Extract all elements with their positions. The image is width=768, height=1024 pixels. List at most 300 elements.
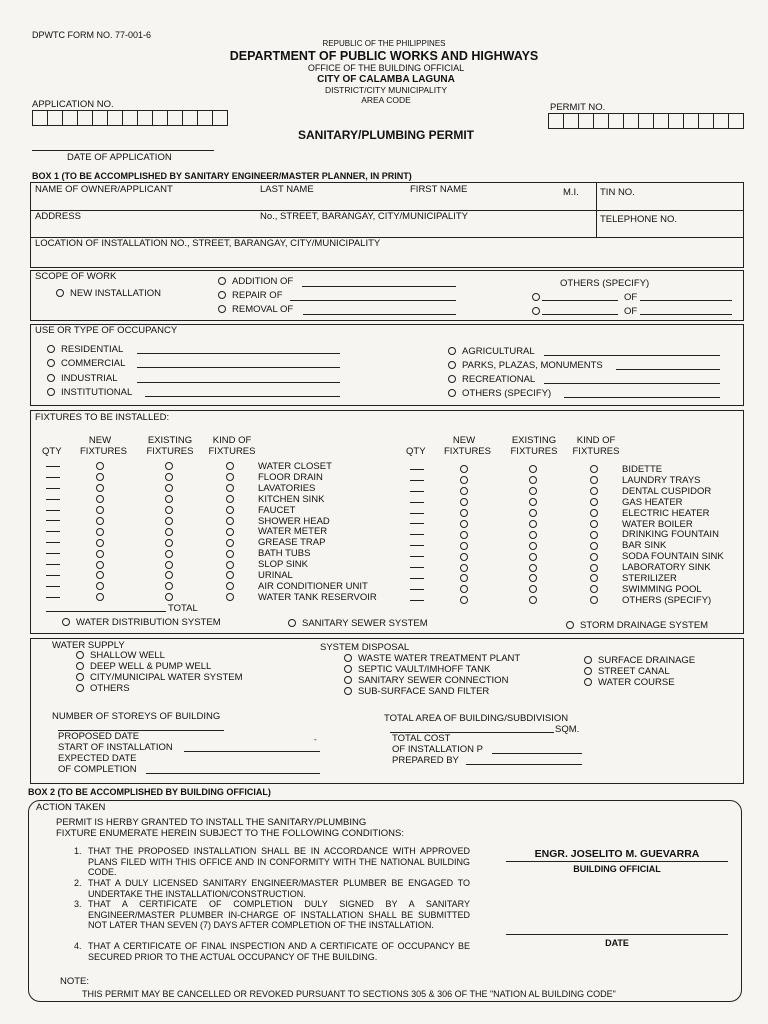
fixture-existing-right-7[interactable]: [529, 540, 537, 551]
occupancy-industrial[interactable]: [47, 373, 117, 384]
note-text: THIS PERMIT MAY BE CANCELLED OR REVOKED PURSUANT TO SECTIONS 305 & 306 OF THE "NATION AL BUILDING CODE": [82, 989, 616, 999]
fixture-name-right-5: WATER BOILER: [622, 518, 693, 530]
occupancy-residential[interactable]: [47, 344, 123, 355]
water-supply-option-3[interactable]: [76, 683, 130, 694]
condition-number: 4.: [74, 941, 82, 951]
occupancy-others-label: OTHERS (SPECIFY): [462, 388, 552, 399]
total-cost-label: TOTAL COST: [392, 733, 451, 744]
radio-icon: [584, 667, 592, 675]
storm-drainage-option[interactable]: [566, 620, 708, 631]
fixture-name-right-8: SODA FOUNTAIN SINK: [622, 551, 724, 563]
radio-icon: [448, 375, 456, 383]
total-label: TOTAL: [168, 603, 198, 614]
fixture-qty-right-8[interactable]: [410, 551, 424, 562]
fixture-name-left-4: FAUCET: [258, 504, 296, 516]
fixture-existing-left-12[interactable]: [165, 592, 173, 603]
radio-icon: [566, 621, 574, 629]
residential-line[interactable]: [137, 353, 340, 354]
permit-no-label: PERMIT NO.: [550, 102, 606, 113]
fixture-qty-left-5[interactable]: [46, 516, 60, 527]
qty-header-right: QTY: [406, 446, 426, 457]
fixture-name-right-11: SWIMMING POOL: [622, 583, 702, 595]
fixture-qty-left-12[interactable]: [46, 592, 60, 603]
date-label: DATE: [605, 938, 629, 948]
fixture-new-right-9[interactable]: [460, 562, 468, 573]
disposal-option-1[interactable]: [344, 664, 490, 675]
first-name-label: FIRST NAME: [410, 184, 468, 195]
fixture-kind-right-6[interactable]: [590, 529, 598, 540]
fixture-qty-right-11[interactable]: [410, 584, 424, 595]
official-name: ENGR. JOSELITO M. GUEVARRA: [534, 848, 700, 860]
city-label: CITY OF CALAMBA LAGUNA: [317, 74, 455, 85]
radio-icon: [76, 662, 84, 670]
disposal-option-0[interactable]: [344, 653, 520, 664]
radio-icon: [584, 656, 592, 664]
fixture-existing-left-10[interactable]: [165, 570, 173, 581]
area-code-label: AREA CODE: [361, 95, 411, 105]
fixture-qty-right-10[interactable]: [410, 573, 424, 584]
fixture-kind-right-7[interactable]: [590, 540, 598, 551]
fixture-qty-right-9[interactable]: [410, 562, 424, 573]
fixture-existing-right-12[interactable]: [529, 595, 537, 606]
drainage-option-1[interactable]: [584, 666, 670, 677]
fixture-new-left-2[interactable]: [96, 483, 104, 494]
fixture-name-left-6: WATER METER: [258, 526, 328, 538]
fixture-kind-right-11[interactable]: [590, 584, 598, 595]
existing-header-left: EXISTING: [147, 435, 193, 446]
fixture-kind-left-0[interactable]: [226, 461, 234, 472]
address-label: ADDRESS: [35, 211, 81, 222]
radio-icon: [76, 673, 84, 681]
granted-line-2: FIXTURE ENUMERATE HEREIN SUBJECT TO THE FOLLOWING CONDITIONS:: [56, 828, 405, 839]
fixture-new-left-10[interactable]: [96, 570, 104, 581]
condition-3: [74, 899, 470, 931]
fixture-name-left-0: WATER CLOSET: [258, 461, 332, 472]
radio-icon: [584, 678, 592, 686]
occupancy-institutional[interactable]: [47, 387, 132, 398]
new-fixtures-header-right: FIXTURES: [444, 446, 491, 457]
fixture-kind-right-4[interactable]: [590, 508, 598, 519]
fixture-new-left-8[interactable]: [96, 548, 104, 559]
condition-number: 1.: [74, 846, 82, 856]
fixture-name-right-7: BAR SINK: [622, 540, 667, 552]
radio-icon: [448, 361, 456, 369]
fixture-existing-left-3[interactable]: [165, 494, 173, 505]
scope-others-option-2[interactable]: [532, 306, 546, 317]
kind-header-right: KIND OF: [576, 435, 616, 446]
radio-icon: [532, 293, 540, 301]
fixture-name-right-4: ELECTRIC HEATER: [622, 507, 710, 519]
fixture-existing-right-8[interactable]: [529, 551, 537, 562]
fixture-name-right-1: LAUNDRY TRAYS: [622, 474, 701, 486]
fixture-existing-left-1[interactable]: [165, 472, 173, 483]
fixture-new-right-12[interactable]: [460, 595, 468, 606]
occupancy-commercial[interactable]: [47, 358, 125, 369]
fixture-existing-left-2[interactable]: [165, 483, 173, 494]
fixture-name-left-5: SHOWER HEAD: [258, 515, 330, 527]
scope-of-line-2[interactable]: [640, 314, 732, 315]
republic-label: REPUBLIC OF THE PHILIPPINES: [322, 39, 446, 48]
fixture-kind-left-1[interactable]: [226, 472, 234, 483]
total-area-label: TOTAL AREA OF BUILDING/SUBDIVISION: [384, 713, 569, 724]
parks-label: PARKS, PLAZAS, MONUMENTS: [462, 360, 603, 371]
fixture-qty-right-4[interactable]: [410, 508, 424, 519]
institutional-label: INSTITUTIONAL: [61, 387, 133, 398]
agricultural-label: AGRICULTURAL: [462, 346, 535, 357]
fixture-new-left-4[interactable]: [96, 505, 104, 516]
fixtures-title: FIXTURES TO BE INSTALLED:: [35, 412, 170, 423]
fixture-kind-left-6[interactable]: [226, 526, 234, 537]
fixture-new-right-0[interactable]: [460, 464, 468, 475]
form-number: DPWTC FORM NO. 77-001-6: [32, 30, 152, 40]
fixture-existing-right-2[interactable]: [529, 486, 537, 497]
radio-icon: [47, 374, 55, 382]
of-label-2: OF: [624, 306, 638, 317]
water-supply-option-2[interactable]: [76, 672, 243, 683]
address-detail-label: No., STREET, BARANGAY, CITY/MUNICIPALITY: [260, 211, 468, 222]
completion-label: OF COMPLETION: [58, 764, 137, 775]
radio-icon: [76, 684, 84, 692]
radio-icon: [288, 619, 296, 627]
fixture-name-left-2: LAVATORIES: [258, 482, 316, 494]
septic-vault-label: SEPTIC VAULT/IMHOFF TANK: [358, 664, 491, 675]
telephone-label: TELEPHONE NO.: [600, 214, 678, 225]
fixture-qty-left-2[interactable]: [46, 483, 60, 494]
fixture-qty-left-8[interactable]: [46, 548, 60, 559]
drainage-option-0[interactable]: [584, 655, 695, 666]
storeys-label: NUMBER OF STOREYS OF BUILDING: [52, 711, 221, 722]
new-header-left: NEW: [88, 435, 112, 446]
scope-title: SCOPE OF WORK: [35, 271, 117, 282]
radio-icon: [344, 676, 352, 684]
addition-option[interactable]: [218, 276, 293, 287]
surface-drainage-label: SURFACE DRAINAGE: [598, 655, 696, 666]
existing-fixtures-header-left: FIXTURES: [146, 446, 194, 457]
system-disposal-title: SYSTEM DISPOSAL: [320, 642, 410, 653]
fixture-existing-right-1[interactable]: [529, 475, 537, 486]
department-title: DEPARTMENT OF PUBLIC WORKS AND HIGHWAYS: [229, 49, 539, 63]
fixture-kind-left-2[interactable]: [226, 483, 234, 494]
existing-header-right: EXISTING: [511, 435, 557, 446]
note-label: NOTE:: [60, 976, 90, 987]
proposed-date-marker: -: [314, 735, 317, 744]
water-supply-title: WATER SUPPLY: [52, 640, 125, 651]
fixture-kind-right-10[interactable]: [590, 573, 598, 584]
sanitary-sewer-option[interactable]: [288, 618, 428, 629]
commercial-label: COMMERCIAL: [61, 358, 126, 369]
occupancy-recreational[interactable]: [448, 374, 535, 385]
recreational-line[interactable]: [544, 383, 720, 384]
fixture-qty-left-11[interactable]: [46, 581, 60, 592]
fixture-qty-right-1[interactable]: [410, 475, 424, 486]
fixture-new-left-5[interactable]: [96, 516, 104, 527]
water-supply-option-0[interactable]: [76, 650, 165, 661]
condition-text: THAT THE PROPOSED INSTALLATION SHALL BE IN ACCORDANCE WITH APPROVED PLANS FILED WITH THIS OFFICE AND IN CONFORMITY WITH THE NATIONAL BUILDING CODE.: [88, 846, 470, 877]
radio-icon: [448, 347, 456, 355]
start-installation-line[interactable]: [184, 751, 320, 752]
total-line[interactable]: [46, 611, 166, 612]
fixture-qty-right-12[interactable]: [410, 595, 424, 606]
official-signature-line[interactable]: [506, 861, 728, 862]
fixture-new-left-9[interactable]: [96, 559, 104, 570]
prepared-by-label: PREPARED BY: [392, 755, 459, 766]
permit-title: SANITARY/PLUMBING PERMIT: [298, 128, 474, 142]
fixture-qty-right-2[interactable]: [410, 486, 424, 497]
fixture-existing-right-0[interactable]: [529, 464, 537, 475]
fixture-kind-right-12[interactable]: [590, 595, 598, 606]
repair-line[interactable]: [290, 300, 456, 301]
proposed-date-label: PROPOSED DATE: [58, 731, 140, 742]
fixture-existing-right-10[interactable]: [529, 573, 537, 584]
occupancy-agricultural[interactable]: [448, 346, 535, 357]
water-others-label: OTHERS: [90, 683, 130, 694]
fixture-qty-left-1[interactable]: [46, 472, 60, 483]
fixture-kind-right-3[interactable]: [590, 497, 598, 508]
fixture-new-right-11[interactable]: [460, 584, 468, 595]
removal-label: REMOVAL OF: [232, 304, 294, 315]
tin-divider: [596, 183, 597, 238]
start-installation-label: START OF INSTALLATION: [58, 742, 173, 753]
fixture-new-right-1[interactable]: [460, 475, 468, 486]
sand-filter-label: SUB-SURFACE SAND FILTER: [358, 686, 490, 697]
date-of-application-line[interactable]: [32, 150, 214, 151]
fixture-kind-left-3[interactable]: [226, 494, 234, 505]
fixture-name-right-0: BIDETTE: [622, 464, 663, 475]
fixture-existing-left-9[interactable]: [165, 559, 173, 570]
occupancy-box: [30, 324, 744, 406]
permit-no-cells[interactable]: [548, 113, 744, 129]
installation-cost-label: OF INSTALLATION P: [392, 744, 483, 755]
fixture-existing-right-11[interactable]: [529, 584, 537, 595]
fixture-new-right-4[interactable]: [460, 508, 468, 519]
radio-icon: [532, 307, 540, 315]
fixture-new-left-1[interactable]: [96, 472, 104, 483]
institutional-line[interactable]: [145, 396, 340, 397]
existing-fixtures-header-right: FIXTURES: [510, 446, 558, 457]
commercial-line[interactable]: [137, 367, 340, 368]
condition-4: [74, 941, 470, 962]
removal-line[interactable]: [303, 314, 456, 315]
fixture-qty-left-3[interactable]: [46, 494, 60, 505]
office-label: OFFICE OF THE BUILDING OFFICIAL: [307, 63, 465, 73]
mi-label: M.I.: [563, 187, 579, 198]
radio-icon: [218, 291, 226, 299]
fixture-kind-left-9[interactable]: [226, 559, 234, 570]
box2-title: BOX 2 (TO BE ACCOMPLISHED BY BUILDING OFFICIAL): [28, 787, 271, 797]
occupancy-others-line[interactable]: [564, 397, 720, 398]
fixture-existing-right-3[interactable]: [529, 497, 537, 508]
fixture-name-right-9: LABORATORY SINK: [622, 562, 711, 574]
scope-of-line-1[interactable]: [640, 300, 732, 301]
date-line[interactable]: [506, 934, 728, 935]
fixture-new-left-7[interactable]: [96, 537, 104, 548]
residential-label: RESIDENTIAL: [61, 344, 124, 355]
fixture-name-left-8: BATH TUBS: [258, 548, 311, 560]
fixture-existing-right-9[interactable]: [529, 562, 537, 573]
fixture-kind-left-7[interactable]: [226, 537, 234, 548]
prepared-by-line[interactable]: [466, 764, 582, 765]
new-installation-option[interactable]: [56, 288, 161, 299]
fixture-qty-left-9[interactable]: [46, 559, 60, 570]
kind-fixtures-header-left: FIXTURES: [208, 446, 256, 457]
fixture-new-right-2[interactable]: [460, 486, 468, 497]
fixture-kind-right-2[interactable]: [590, 486, 598, 497]
radio-icon: [218, 305, 226, 313]
disposal-option-2[interactable]: [344, 675, 508, 686]
fixture-new-left-12[interactable]: [96, 592, 104, 603]
radio-icon: [344, 654, 352, 662]
radio-icon: [344, 687, 352, 695]
fixture-qty-right-7[interactable]: [410, 540, 424, 551]
condition-1: [74, 846, 470, 878]
fixture-qty-right-6[interactable]: [410, 529, 424, 540]
agricultural-line[interactable]: [544, 355, 720, 356]
fixture-kind-left-11[interactable]: [226, 581, 234, 592]
expected-date-label: EXPECTED DATE: [58, 753, 137, 764]
kind-fixtures-header-right: FIXTURES: [572, 446, 620, 457]
scope-others-line-1[interactable]: [542, 300, 618, 301]
new-installation-label: NEW INSTALLATION: [70, 288, 161, 299]
radio-icon: [47, 359, 55, 367]
fixture-kind-left-5[interactable]: [226, 516, 234, 527]
fixture-new-right-3[interactable]: [460, 497, 468, 508]
location-label: LOCATION OF INSTALLATION NO., STREET, BARANGAY, CITY/MUNICIPALITY: [35, 238, 381, 249]
waste-water-label: WASTE WATER TREATMENT PLANT: [358, 653, 521, 664]
scope-others-option-1[interactable]: [532, 292, 546, 303]
deep-well-label: DEEP WELL & PUMP WELL: [90, 661, 212, 672]
drainage-option-2[interactable]: [584, 677, 675, 688]
fixture-qty-right-3[interactable]: [410, 497, 424, 508]
official-title: BUILDING OFFICIAL: [573, 864, 661, 874]
fixture-new-left-0[interactable]: [96, 461, 104, 472]
fixture-kind-right-8[interactable]: [590, 551, 598, 562]
storm-drainage-label: STORM DRAINAGE SYSTEM: [580, 620, 709, 631]
city-water-label: CITY/MUNICIPAL WATER SYSTEM: [90, 672, 243, 683]
fixture-existing-right-6[interactable]: [529, 529, 537, 540]
sqm-label: SQM.: [555, 724, 580, 735]
fixture-qty-left-10[interactable]: [46, 570, 60, 581]
repair-option[interactable]: [218, 290, 283, 301]
fixture-new-right-5[interactable]: [460, 519, 468, 530]
removal-option[interactable]: [218, 304, 293, 315]
application-no-label: APPLICATION NO.: [32, 99, 114, 110]
fixture-kind-left-12[interactable]: [226, 592, 234, 603]
radio-icon: [344, 665, 352, 673]
fixture-new-left-11[interactable]: [96, 581, 104, 592]
fixture-new-right-7[interactable]: [460, 540, 468, 551]
district-label: DISTRICT/CITY MUNICIPALITY: [324, 85, 447, 95]
street-canal-label: STREET CANAL: [598, 666, 670, 677]
fixture-kind-left-8[interactable]: [226, 548, 234, 559]
radio-icon: [47, 388, 55, 396]
fixture-qty-right-0[interactable]: [410, 464, 424, 475]
condition-2: [74, 878, 470, 899]
disposal-option-3[interactable]: [344, 686, 489, 697]
industrial-line[interactable]: [137, 382, 340, 383]
fixture-kind-right-5[interactable]: [590, 519, 598, 530]
sanitary-sewer-label: SANITARY SEWER SYSTEM: [302, 618, 428, 629]
fixture-qty-left-0[interactable]: [46, 461, 60, 472]
water-supply-option-1[interactable]: [76, 661, 211, 672]
scope-others-line-2[interactable]: [542, 314, 618, 315]
of-label-1: OF: [624, 292, 638, 303]
new-fixtures-header-left: FIXTURES: [80, 446, 127, 457]
fixture-name-left-3: KITCHEN SINK: [258, 493, 325, 505]
repair-label: REPAIR OF: [232, 290, 283, 301]
fixture-kind-right-9[interactable]: [590, 562, 598, 573]
fixture-existing-left-5[interactable]: [165, 516, 173, 527]
fixture-existing-left-8[interactable]: [165, 548, 173, 559]
fixture-name-right-12: OTHERS (SPECIFY): [622, 594, 712, 606]
fixture-existing-right-4[interactable]: [529, 508, 537, 519]
fixture-existing-left-0[interactable]: [165, 461, 173, 472]
fixture-new-right-8[interactable]: [460, 551, 468, 562]
fixture-existing-left-6[interactable]: [165, 526, 173, 537]
fixture-kind-left-10[interactable]: [226, 570, 234, 581]
last-name-label: LAST NAME: [260, 184, 314, 195]
fixture-qty-left-7[interactable]: [46, 537, 60, 548]
condition-number: 2.: [74, 878, 82, 888]
application-no-cells[interactable]: [32, 110, 228, 126]
industrial-label: INDUSTRIAL: [61, 373, 118, 384]
fixture-existing-left-11[interactable]: [165, 581, 173, 592]
installation-cost-line[interactable]: [492, 753, 582, 754]
fixture-name-left-7: GREASE TRAP: [258, 537, 326, 549]
fixture-existing-right-5[interactable]: [529, 519, 537, 530]
radio-icon: [448, 389, 456, 397]
fixture-name-left-9: SLOP SINK: [258, 559, 308, 571]
fixture-qty-left-4[interactable]: [46, 505, 60, 516]
radio-icon: [56, 289, 64, 297]
fixture-name-right-2: DENTAL CUSPIDOR: [622, 485, 712, 497]
occupancy-others[interactable]: [448, 388, 551, 399]
fixture-kind-right-1[interactable]: [590, 475, 598, 486]
addition-label: ADDITION OF: [232, 276, 294, 287]
water-distribution-option[interactable]: [62, 617, 221, 628]
fixture-new-left-6[interactable]: [96, 526, 104, 537]
radio-icon: [47, 345, 55, 353]
fixture-new-left-3[interactable]: [96, 494, 104, 505]
fixture-kind-right-0[interactable]: [590, 464, 598, 475]
owner-label: NAME OF OWNER/APPLICANT: [35, 184, 173, 195]
fixture-name-left-1: FLOOR DRAIN: [258, 471, 323, 483]
condition-text: THAT A CERTIFICATE OF FINAL INSPECTION AND A CERTIFICATE OF OCCUPANCY BE SECURED PRIOR TO THE ACTUAL OCCUPANCY OF THE BUILDING.: [88, 941, 470, 962]
kind-header-left: KIND OF: [212, 435, 252, 446]
fixture-qty-left-6[interactable]: [46, 526, 60, 537]
fixture-qty-right-5[interactable]: [410, 519, 424, 530]
condition-text: THAT A DULY LICENSED SANITARY ENGINEER/MASTER PLUMBER BE ENGAGED TO UNDERTAKE THE INSTALLATION/CONSTRUCTION.: [88, 878, 470, 899]
radio-icon: [218, 277, 226, 285]
completion-line[interactable]: [146, 773, 320, 774]
occupancy-parks[interactable]: [448, 360, 603, 371]
fixture-kind-left-4[interactable]: [226, 505, 234, 516]
new-header-right: NEW: [452, 435, 476, 446]
parks-line[interactable]: [616, 369, 720, 370]
tin-label: TIN NO.: [600, 187, 635, 198]
qty-header-left: QTY: [42, 446, 62, 457]
fixture-existing-left-4[interactable]: [165, 505, 173, 516]
addition-line[interactable]: [302, 286, 456, 287]
recreational-label: RECREATIONAL: [462, 374, 536, 385]
fixture-new-right-6[interactable]: [460, 529, 468, 540]
granted-line-1: PERMIT IS HERBY GRANTED TO INSTALL THE SANITARY/PLUMBING: [56, 817, 367, 828]
fixture-existing-left-7[interactable]: [165, 537, 173, 548]
fixture-new-right-10[interactable]: [460, 573, 468, 584]
water-distribution-label: WATER DISTRIBUTION SYSTEM: [76, 617, 221, 628]
fixture-name-left-10: URINAL: [258, 570, 293, 581]
radio-icon: [76, 651, 84, 659]
sanitary-connection-label: SANITARY SEWER CONNECTION: [358, 675, 509, 686]
